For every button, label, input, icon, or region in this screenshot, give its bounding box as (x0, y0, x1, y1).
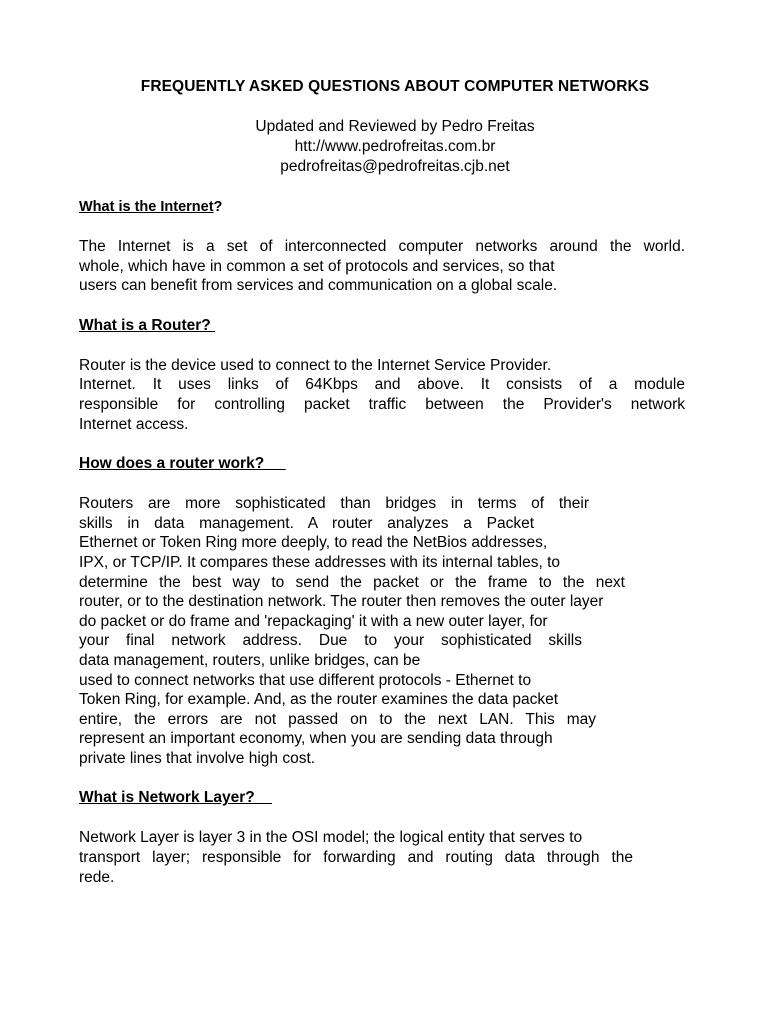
byline-website: htt://www.pedrofreitas.com.br (294, 138, 496, 155)
section-heading-text: What is the Internet (79, 199, 214, 215)
section-heading-router (79, 316, 768, 336)
paragraph-line: Ethernet or Token Ring more deeply, to read the NetBios addresses, (79, 534, 548, 552)
section-body-router-work (79, 494, 685, 768)
section-body-network-layer (79, 828, 685, 887)
paragraph-line: transport layer; responsible for forwarding and routing data through the (79, 849, 633, 867)
paragraph-line: represent an important economy, when you are sending data through (79, 730, 553, 748)
paragraph-line: responsible for controlling packet traffic between the Provider's network (79, 395, 685, 413)
paragraph-line: used to connect networks that use different protocols - Ethernet to (79, 671, 532, 689)
section-body-internet (79, 237, 685, 296)
paragraph-line: Router is the device used to connect to the Internet Service Provider. (79, 356, 552, 374)
section-body-router (79, 356, 685, 434)
byline-author: Updated and Reviewed by Pedro Freitas (255, 118, 535, 135)
section-heading-network-layer (79, 788, 768, 808)
paragraph-line: Internet. It uses links of 64Kbps and above. It consists of a module (79, 376, 685, 394)
byline (0, 117, 768, 177)
section-heading-suffix: ? (213, 199, 223, 215)
paragraph-line: whole, which have in common a set of protocols and services, so that (79, 257, 555, 275)
paragraph-line: do packet or do frame and 'repackaging' it with a new outer layer, for (79, 612, 548, 630)
paragraph-line: Routers are more sophisticated than bridges in terms of their (79, 495, 589, 513)
document-title: FREQUENTLY ASKED QUESTIONS ABOUT COMPUTER NETWORKS (140, 78, 650, 95)
paragraph-line: determine the best way to send the packet or the frame to the next (79, 573, 625, 591)
section-heading-text: What is a Router? (79, 316, 216, 334)
section-heading-text: How does a router work? (79, 455, 286, 473)
paragraph-line: skills in data management. A router analyzes a Packet (79, 514, 534, 532)
section-heading-internet (79, 197, 768, 217)
paragraph-line: The Internet is a set of interconnected computer networks around the world. (79, 238, 685, 255)
byline-email: pedrofreitas@pedrofreitas.cjb.net (280, 158, 510, 175)
paragraph-line: data management, routers, unlike bridges, can be (79, 651, 421, 669)
paragraph-line: Internet access. (79, 415, 189, 433)
paragraph-line: Network Layer is layer 3 in the OSI model; the logical entity that serves to (79, 829, 583, 847)
paragraph-line: rede. (79, 868, 115, 886)
section-heading-router-work (79, 454, 768, 474)
paragraph-line: users can benefit from services and communication on a global scale. (79, 277, 558, 295)
paragraph-line: entire, the errors are not passed on to the next LAN. This may (79, 710, 596, 728)
paragraph-line: private lines that involve high cost. (79, 749, 316, 767)
section-heading-text: What is Network Layer? (79, 789, 272, 807)
paragraph-line: IPX, or TCP/IP. It compares these addresses with its internal tables, to (79, 553, 561, 571)
paragraph-line: Token Ring, for example. And, as the router examines the data packet (79, 691, 559, 709)
paragraph-line: router, or to the destination network. The router then removes the outer layer (79, 593, 604, 611)
paragraph-line: your final network address. Due to your sophisticated skills (79, 632, 582, 650)
